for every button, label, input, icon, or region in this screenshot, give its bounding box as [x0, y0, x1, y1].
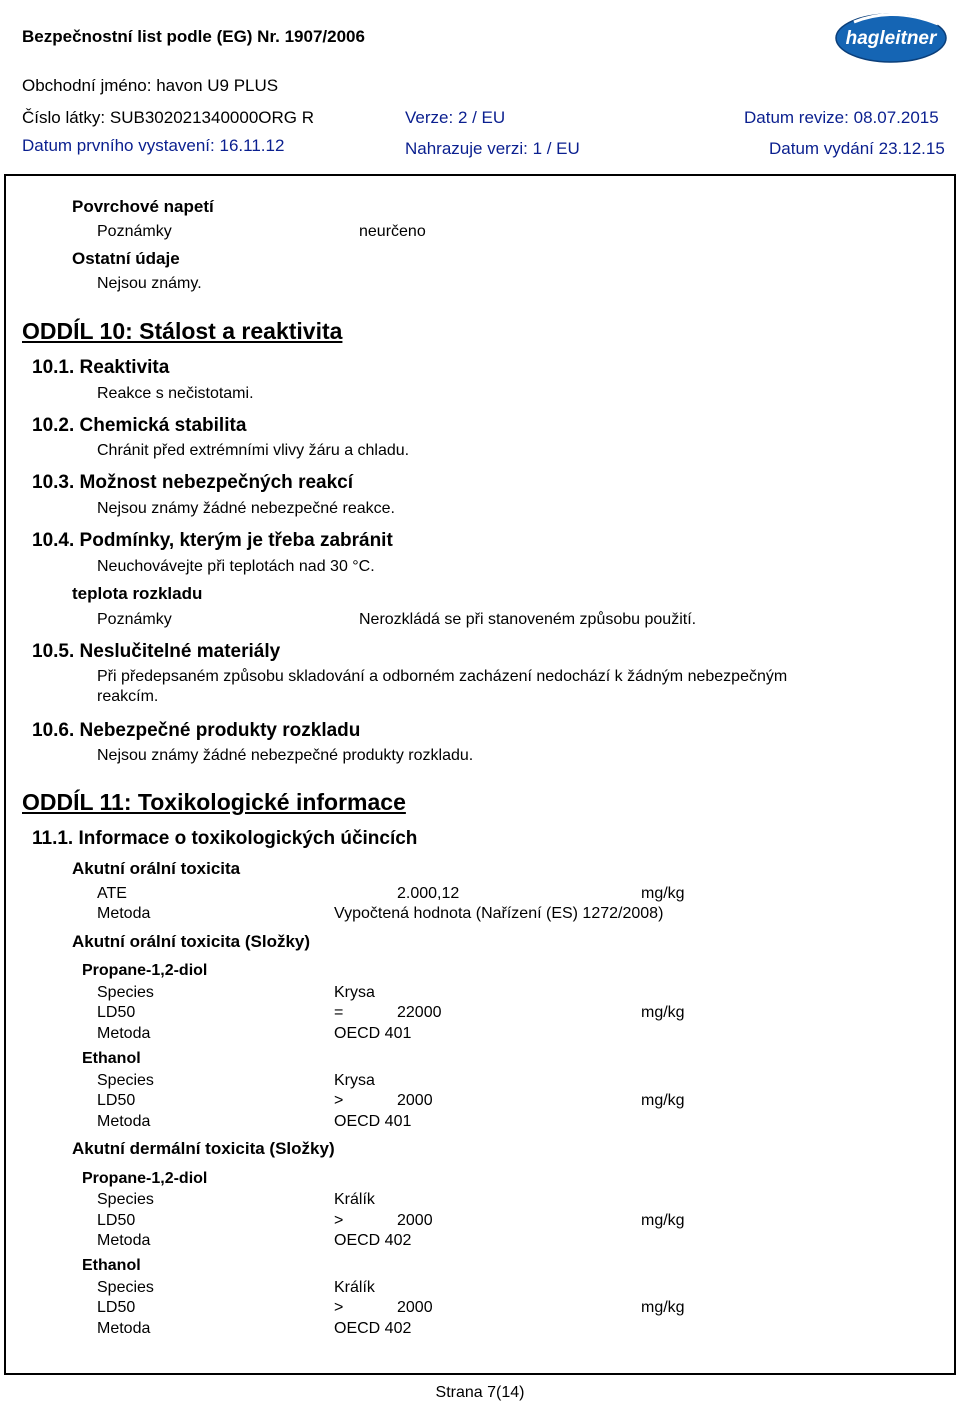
- ate-value: 2.000,12: [397, 885, 460, 902]
- version-label: Verze:: [405, 108, 454, 127]
- ld50-value: 22000: [397, 1004, 442, 1021]
- version-value: 2 / EU: [457, 108, 506, 127]
- version-row: [405, 108, 505, 128]
- method-value: OECD 401: [334, 1025, 412, 1042]
- surface-tension-note-label: Poznámky: [97, 223, 172, 240]
- ld50-value: 2000: [397, 1212, 433, 1229]
- replaces-version-label: Nahrazuje verzi:: [405, 139, 528, 158]
- method-value: OECD 401: [334, 1113, 412, 1130]
- trade-name-label: Obchodní jméno:: [22, 76, 152, 95]
- ld50-operator: =: [334, 1004, 344, 1021]
- trade-name-value: havon U9 PLUS: [156, 76, 279, 95]
- revision-date-value: 08.07.2015: [853, 108, 939, 127]
- section-10-title: ODDÍL 10: Stálost a reaktivita: [22, 318, 343, 344]
- issue-date-value: 23.12.15: [878, 139, 945, 158]
- revision-date-row: [744, 108, 939, 128]
- section-10-3-heading: 10.3. Možnost nebezpečných reakcí: [32, 472, 354, 493]
- substance-number-value: SUB302021340000ORG R: [109, 108, 315, 127]
- other-info-heading: Ostatní údaje: [72, 249, 180, 268]
- method-value: OECD 402: [334, 1232, 412, 1249]
- ate-label: ATE: [97, 885, 127, 902]
- species-label: Species: [97, 1072, 154, 1089]
- ld50-label: LD50: [97, 1004, 136, 1021]
- acute-oral-heading: Akutní orální toxicita: [72, 859, 241, 878]
- hagleitner-logo: [834, 8, 948, 64]
- trade-name-row: [22, 76, 278, 96]
- section-10-3-text: Nejsou známy žádné nebezpečné reakce.: [97, 500, 395, 517]
- section-10-4-heading: 10.4. Podmínky, kterým je třeba zabránit: [32, 530, 393, 551]
- ld50-value: 2000: [397, 1299, 433, 1316]
- method-label: Metoda: [97, 1113, 151, 1130]
- method-value: OECD 402: [334, 1320, 412, 1337]
- species-value: Krysa: [334, 1072, 375, 1089]
- replaces-version-value: 1 / EU: [532, 139, 580, 158]
- oral-component-name: Propane-1,2-diol: [82, 962, 208, 979]
- ate-unit: mg/kg: [641, 885, 685, 902]
- decomposition-temp-heading: teplota rozkladu: [72, 584, 203, 603]
- ate-method-label: Metoda: [97, 905, 151, 922]
- document-title: Bezpečnostní list podle (EG) Nr. 1907/2006: [22, 27, 365, 46]
- page-number: Strana 7(14): [435, 1384, 525, 1401]
- ld50-unit: mg/kg: [641, 1212, 685, 1229]
- section-10-6-heading: 10.6. Nebezpečné produkty rozkladu: [32, 720, 361, 741]
- ld50-label: LD50: [97, 1092, 136, 1109]
- section-10-5-text-line2: reakcím.: [97, 688, 159, 705]
- ld50-label: LD50: [97, 1299, 136, 1316]
- ld50-operator: >: [334, 1212, 344, 1229]
- species-value: Králík: [334, 1279, 375, 1296]
- acute-oral-components-heading: Akutní orální toxicita (Složky): [72, 932, 311, 951]
- other-info-text: Nejsou známy.: [97, 275, 202, 292]
- first-issue-label: Datum prvního vystavení:: [22, 136, 215, 155]
- section-11-1-heading: 11.1. Informace o toxikologických účincích: [32, 828, 418, 849]
- ld50-operator: >: [334, 1092, 344, 1109]
- ld50-unit: mg/kg: [641, 1299, 685, 1316]
- method-label: Metoda: [97, 1320, 151, 1337]
- species-label: Species: [97, 1279, 154, 1296]
- substance-number-label: Číslo látky:: [22, 108, 106, 127]
- section-10-1-heading: 10.1. Reaktivita: [32, 357, 170, 378]
- ld50-unit: mg/kg: [641, 1092, 685, 1109]
- section-10-5-heading: 10.5. Neslučitelné materiály: [32, 641, 281, 662]
- substance-number-row: [22, 108, 314, 128]
- section-10-6-text: Nejsou známy žádné nebezpečné produkty rozkladu.: [97, 747, 474, 764]
- species-label: Species: [97, 984, 154, 1001]
- section-10-5-text-line1: Při předepsaném způsobu skladování a odborném zacházení nedochází k žádným nebezpečným: [97, 668, 788, 685]
- species-value: Králík: [334, 1191, 375, 1208]
- replaces-version-row: [405, 139, 580, 159]
- decomposition-note-value: Nerozkládá se při stanoveném způsobu použití.: [359, 611, 697, 628]
- ld50-value: 2000: [397, 1092, 433, 1109]
- acute-dermal-components-heading: Akutní dermální toxicita (Složky): [72, 1139, 335, 1158]
- decomposition-note-label: Poznámky: [97, 611, 172, 628]
- method-label: Metoda: [97, 1025, 151, 1042]
- ate-method-value: Vypočtená hodnota (Nařízení (ES) 1272/2008): [334, 905, 664, 922]
- issue-date-label: Datum vydání: [769, 139, 874, 158]
- revision-date-label: Datum revize:: [744, 108, 849, 127]
- dermal-component-name: Ethanol: [82, 1257, 141, 1274]
- surface-tension-note-value: neurčeno: [359, 223, 426, 240]
- surface-tension-heading: Povrchové napetí: [72, 197, 214, 216]
- method-label: Metoda: [97, 1232, 151, 1249]
- dermal-component-name: Propane-1,2-diol: [82, 1170, 208, 1187]
- section-11-title: ODDÍL 11: Toxikologické informace: [22, 789, 406, 815]
- section-10-2-text: Chránit před extrémními vlivy žáru a chladu.: [97, 442, 410, 459]
- ld50-label: LD50: [97, 1212, 136, 1229]
- first-issue-row: [22, 136, 284, 156]
- section-10-4-text: Neuchovávejte při teplotách nad 30 °C.: [97, 558, 375, 575]
- first-issue-value: 16.11.12: [219, 136, 285, 155]
- issue-date-row: [769, 139, 945, 159]
- ld50-operator: >: [334, 1299, 344, 1316]
- section-10-2-heading: 10.2. Chemická stabilita: [32, 415, 247, 436]
- species-label: Species: [97, 1191, 154, 1208]
- ld50-unit: mg/kg: [641, 1004, 685, 1021]
- document-header: [0, 0, 960, 174]
- species-value: Krysa: [334, 984, 375, 1001]
- svg-text:hagleitner: hagleitner: [845, 28, 937, 49]
- oral-component-name: Ethanol: [82, 1050, 141, 1067]
- section-10-1-text: Reakce s nečistotami.: [97, 385, 254, 402]
